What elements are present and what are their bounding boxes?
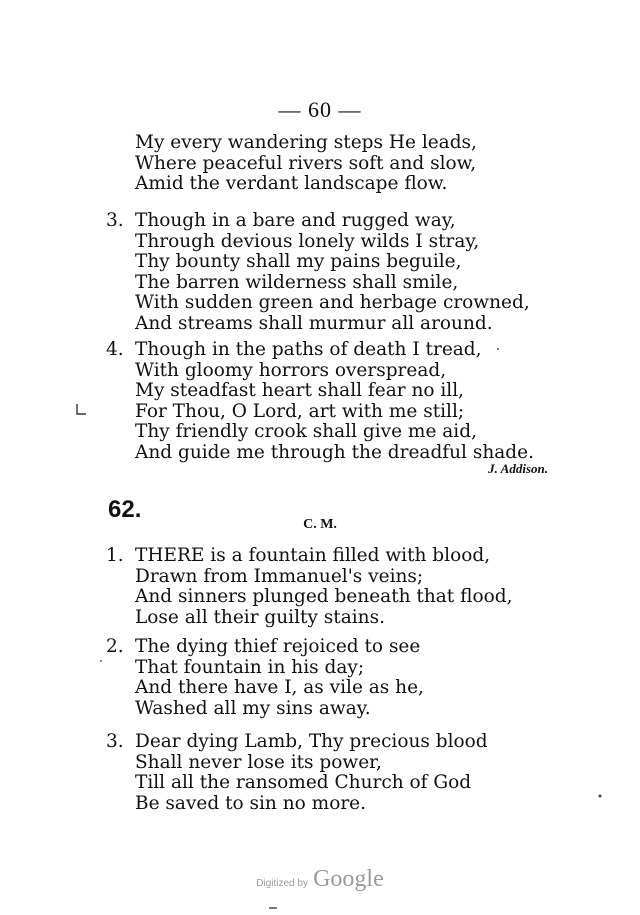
line-text: Drawn from Immanuel's veins; [135,565,424,587]
line-text: My every wandering steps He leads, [135,132,477,153]
line-text: THERE is a fountain filled with blood, [135,545,491,566]
speck [269,907,277,909]
line-text: With sudden green and herbage crowned, [135,292,530,313]
line-text: Thy friendly crook shall give me aid, [135,421,477,442]
line-text: And streams shall murmur all around. [135,312,493,334]
line-text: My steadfast heart shall fear no ill, [135,380,465,401]
speck [100,660,102,662]
line-text: Though in a bare and rugged way, [135,210,456,231]
line-text: The barren wilderness shall smile, [135,271,459,293]
hymn-number: 62. [108,496,142,523]
verse-number: 1. [106,545,124,566]
verse-number: 3. [106,210,124,231]
hymn-meter: C. M. [303,517,337,532]
line-text: Dear dying Lamb, Thy precious blood [135,731,488,752]
line-text: And there have I, as vile as he, [135,677,424,698]
line-text: Where peaceful rivers soft and slow, [135,152,477,174]
line-text: And guide me through the dreadful shade. [135,441,534,463]
margin-mark [77,404,86,414]
speck [599,795,602,798]
watermark-brand: Google [313,866,384,892]
line-text: For Thou, O Lord, art with me still; [135,400,465,422]
verse-number: 3. [106,731,124,752]
line-text: With gloomy horrors overspread, [135,359,447,381]
verse-number: 2. [106,636,124,657]
watermark-prefix: Digitized by [256,878,308,889]
line-text: Be saved to sin no more. [135,792,367,814]
line-text: That fountain in his day; [135,656,365,678]
line-text: And sinners plunged beneath that flood, [135,586,513,607]
line-text: The dying thief rejoiced to see [135,636,421,657]
author-attribution: J. Addison. [488,461,548,476]
line-text: Though in the paths of death I tread, [135,339,482,360]
line-text: Through devious lonely wilds I stray, [135,230,480,252]
line-text: Till all the ransomed Church of God [135,772,472,793]
line-text: Shall never lose its power, [135,751,382,773]
line-text: Thy bounty shall my pains beguile, [135,251,462,272]
line-text: Amid the verdant landscape flow. [135,173,448,194]
line-text: Lose all their guilty stains. [135,606,385,628]
speck [497,348,499,350]
page-number: — 60 — [278,97,362,122]
verse-number: 4. [106,339,124,360]
line-text: Washed all my sins away. [135,697,371,719]
